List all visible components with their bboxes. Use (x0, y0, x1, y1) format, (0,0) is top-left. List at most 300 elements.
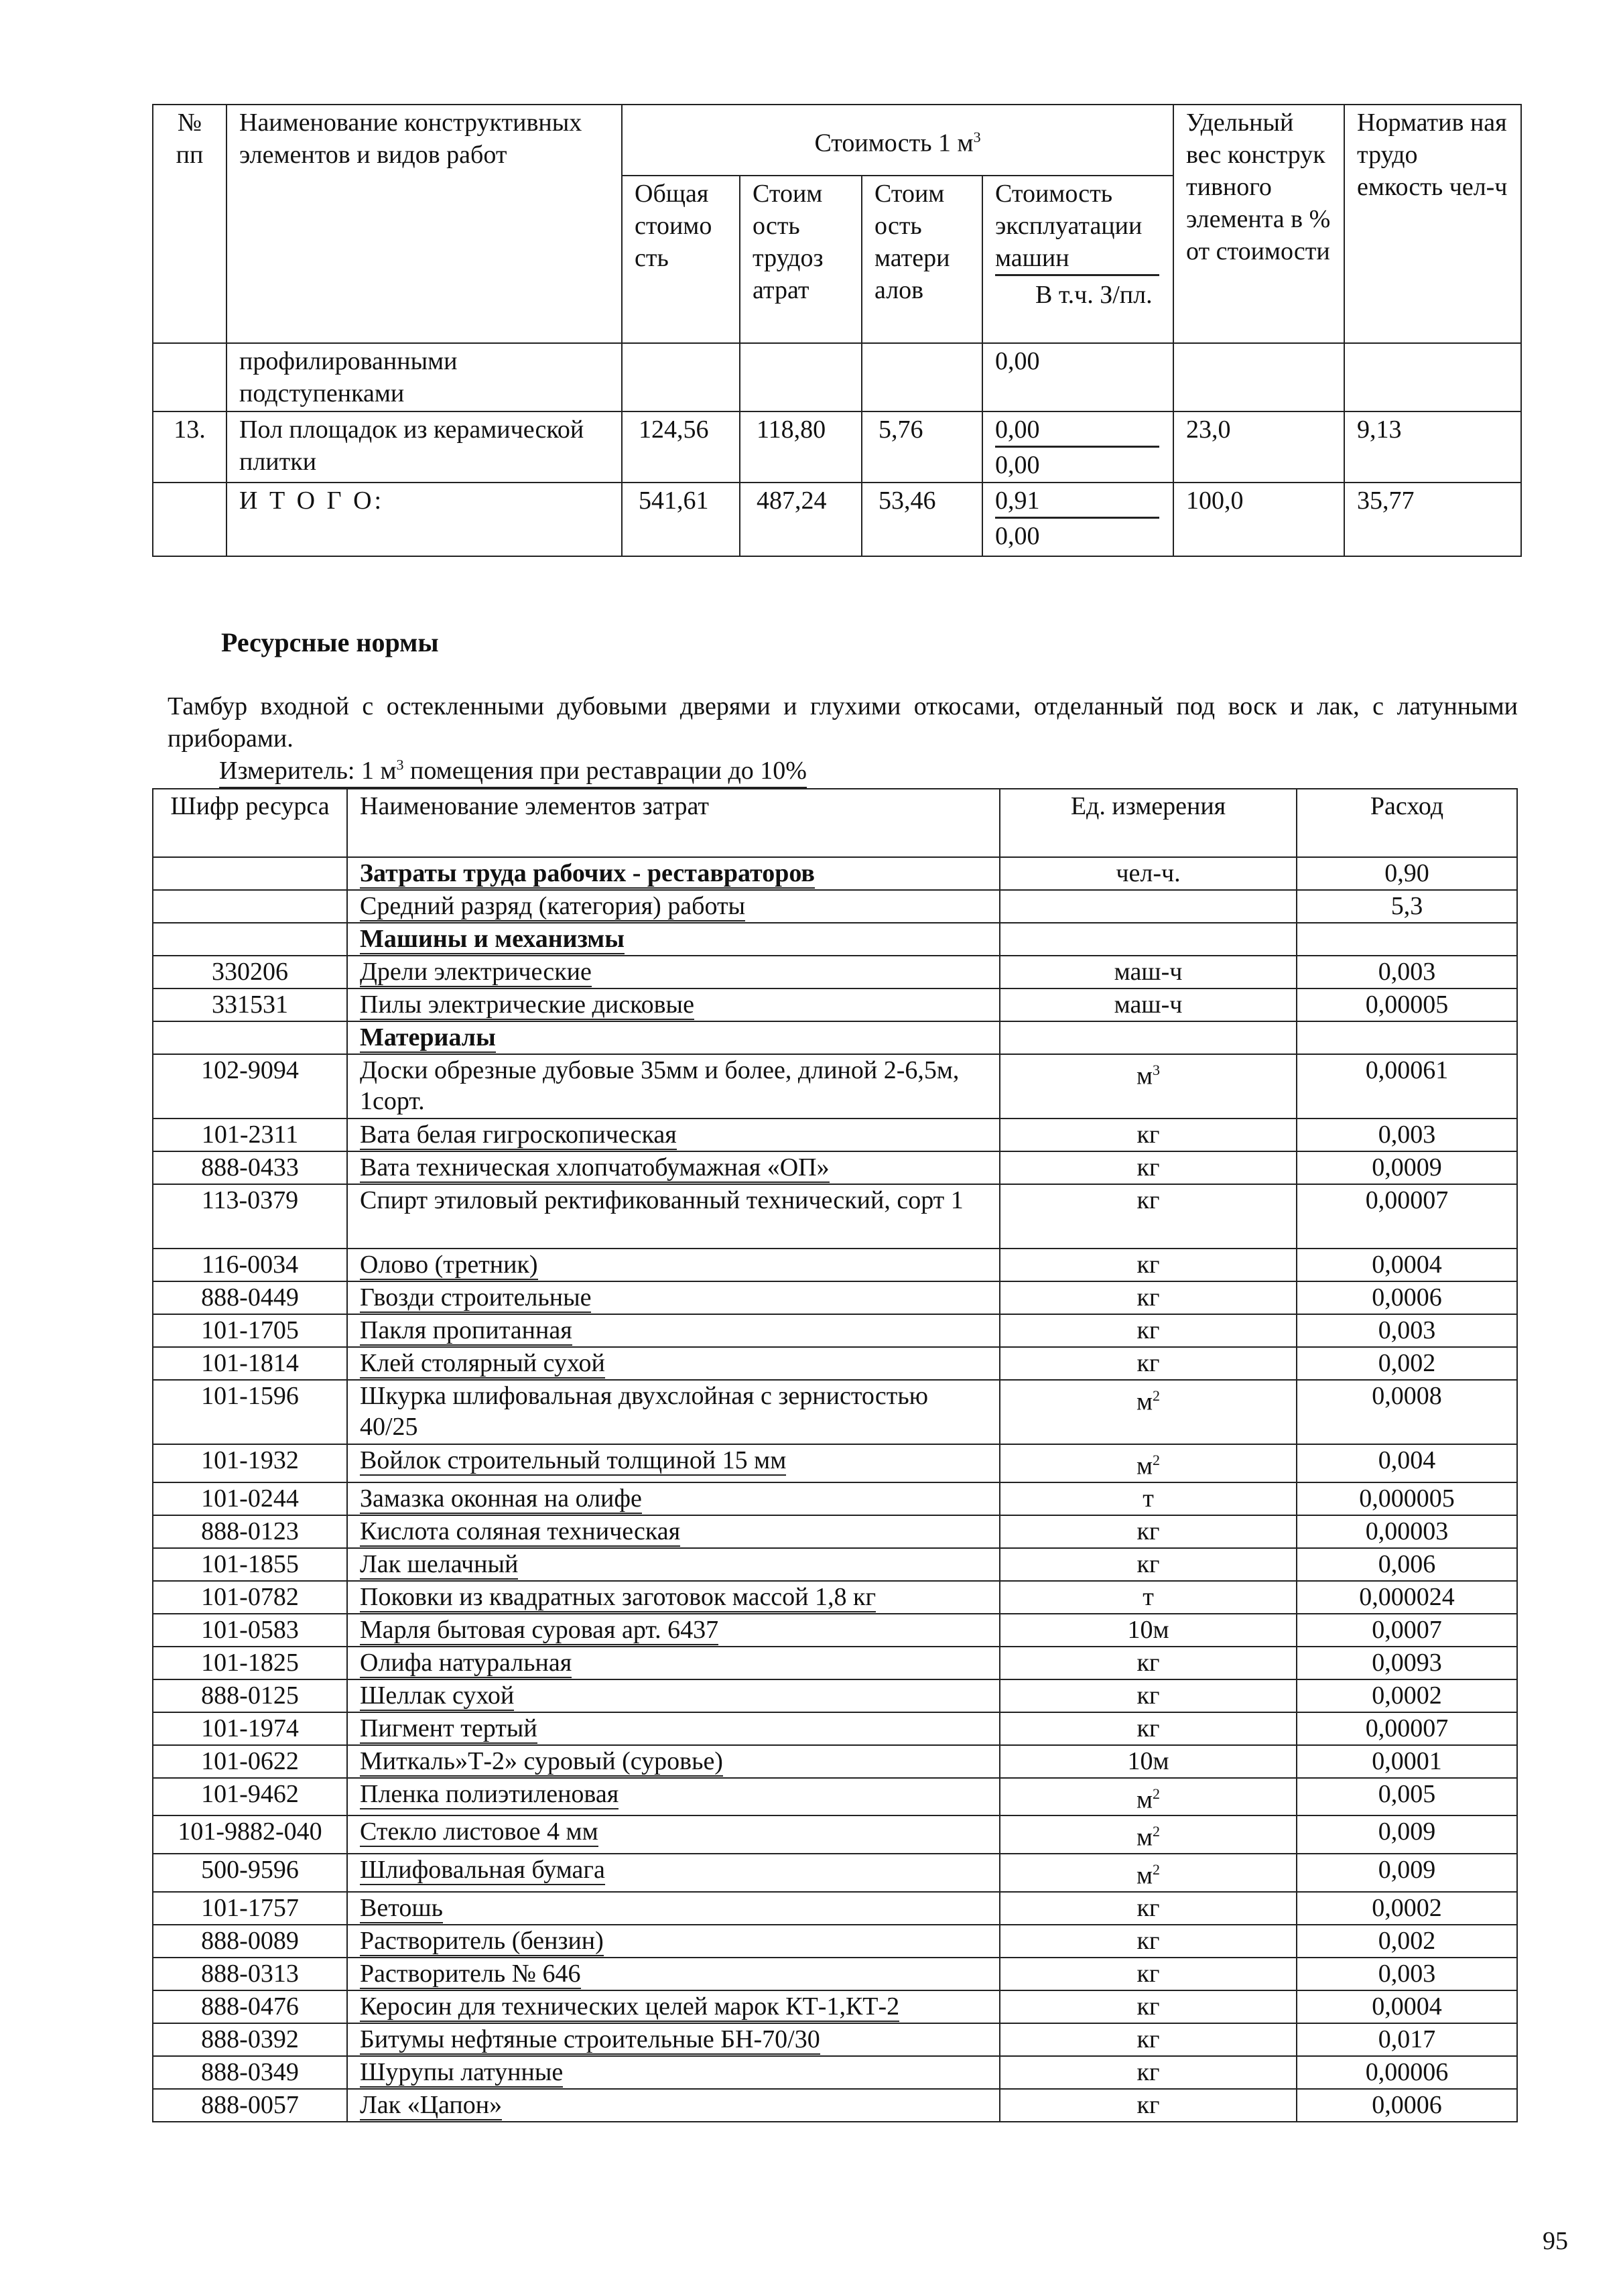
row-machines-sub-value: 0,00 (995, 517, 1159, 552)
meter-suffix: помещения при реставрации до 10% (403, 757, 807, 785)
resource-table (152, 788, 1518, 2122)
resource-qty: 0,0004 (1297, 1990, 1517, 2023)
resource-unit-text: м (1136, 1823, 1153, 1852)
row-machines: 0,00 (982, 343, 1173, 411)
resource-name (347, 1581, 1000, 1614)
col-header-code: Шифр ресурса (153, 789, 347, 857)
resource-unit (1000, 2089, 1297, 2122)
row-norm (1344, 343, 1521, 411)
resource-name (347, 1444, 1000, 1482)
resource-name (347, 1151, 1000, 1184)
resource-name (347, 1119, 1000, 1151)
resource-unit-text: м (1136, 1785, 1153, 1814)
resource-row (153, 1815, 1517, 1854)
resource-name (347, 2056, 1000, 2089)
resource-unit (1000, 1581, 1297, 1614)
resource-qty: 0,0009 (1297, 1151, 1517, 1184)
resource-name-text: Пилы электрические дисковые (360, 991, 694, 1019)
col-header-total: Общая стоимо сть (622, 176, 740, 343)
resource-qty: 0,0001 (1297, 1745, 1517, 1778)
col-header-materials: Стоим ость матери алов (862, 176, 982, 343)
resource-row (153, 956, 1517, 988)
resource-unit (1000, 890, 1297, 923)
resource-code: 101-1825 (153, 1647, 347, 1679)
resource-name (347, 1249, 1000, 1281)
resource-name (347, 1712, 1000, 1745)
row-machines (982, 483, 1173, 556)
resource-name (347, 1647, 1000, 1679)
meter-prefix: Измеритель: 1 м (219, 757, 397, 785)
resource-unit (1000, 1548, 1297, 1581)
resource-unit (1000, 1815, 1297, 1854)
resource-name (347, 956, 1000, 988)
resource-unit (1000, 1990, 1297, 2023)
resource-unit (1000, 956, 1297, 988)
cost-row (153, 343, 1521, 411)
resource-unit-text: м (1136, 1861, 1153, 1890)
resource-row (153, 1380, 1517, 1444)
resource-name-text: Пленка полиэтиленовая (360, 1779, 619, 1808)
resource-name (347, 2089, 1000, 2122)
resource-code (153, 890, 347, 923)
resource-unit-text: кг (1137, 1681, 1160, 1710)
resource-unit-text: 10м (1127, 1746, 1169, 1775)
resource-row (153, 1249, 1517, 1281)
resource-header-row (153, 789, 1517, 857)
resource-row (153, 1581, 1517, 1614)
resource-unit (1000, 1444, 1297, 1482)
resource-unit-text: кг (1137, 2025, 1160, 2053)
resource-row (153, 890, 1517, 923)
col-header-num: № пп (153, 105, 226, 343)
resource-unit (1000, 1712, 1297, 1745)
resource-name-text: Вата техническая хлопчатобумажная «ОП» (360, 1153, 830, 1182)
resource-code: 101-1932 (153, 1444, 347, 1482)
resource-qty: 0,00007 (1297, 1712, 1517, 1745)
row-num (153, 483, 226, 556)
row-machines-sub-value: 0,00 (995, 446, 1159, 481)
col-header-name: Наименование элементов затрат (347, 789, 1000, 857)
resource-row (153, 1892, 1517, 1925)
resource-unit (1000, 1679, 1297, 1712)
resource-name (347, 923, 1000, 956)
resource-unit (1000, 857, 1297, 890)
resource-row (153, 1647, 1517, 1679)
resource-name (347, 1854, 1000, 1892)
resource-name-text: Средний разряд (категория) работы (360, 892, 746, 920)
resource-row (153, 1281, 1517, 1314)
cost-group-label: Стоимость 1 м (814, 129, 974, 157)
resource-row (153, 923, 1517, 956)
resource-unit-text: 10м (1127, 1615, 1169, 1644)
resource-code: 101-1974 (153, 1712, 347, 1745)
resource-name (347, 1548, 1000, 1581)
cost-group-sup: 3 (973, 128, 981, 145)
col-header-norm: Норматив ная трудо емкость чел-ч (1344, 105, 1521, 343)
row-materials (862, 343, 982, 411)
resource-unit-text: кг (1137, 1926, 1160, 1955)
resource-name-text: Шурупы латунные (360, 2057, 564, 2086)
row-num (153, 343, 226, 411)
resource-qty: 0,00007 (1297, 1184, 1517, 1249)
resource-code: 101-1596 (153, 1380, 347, 1444)
resource-name (347, 890, 1000, 923)
resource-row (153, 1119, 1517, 1151)
resource-qty: 0,004 (1297, 1444, 1517, 1482)
row-total (622, 343, 740, 411)
resource-unit (1000, 1614, 1297, 1647)
resource-name-text: Шкурка шлифовальная двухслойная с зернистостью 40/25 (360, 1382, 929, 1441)
resource-name (347, 1958, 1000, 1990)
resource-code (153, 923, 347, 956)
resource-qty: 0,00006 (1297, 2056, 1517, 2089)
resource-name (347, 1892, 1000, 1925)
row-machines (982, 411, 1173, 483)
resource-code: 500-9596 (153, 1854, 347, 1892)
resource-code: 101-1855 (153, 1548, 347, 1581)
resource-qty: 0,003 (1297, 1314, 1517, 1347)
row-norm: 35,77 (1344, 483, 1521, 556)
resource-unit-text: маш-ч (1114, 991, 1183, 1019)
row-materials: 5,76 (862, 411, 982, 483)
resource-qty (1297, 923, 1517, 956)
resource-qty: 5,3 (1297, 890, 1517, 923)
resource-unit-text: кг (1137, 1251, 1160, 1279)
resource-name (347, 1815, 1000, 1854)
resource-code: 888-0349 (153, 2056, 347, 2089)
resource-unit-text: кг (1137, 1349, 1160, 1377)
resource-qty: 0,90 (1297, 857, 1517, 890)
resource-unit-text: кг (1137, 1893, 1160, 1922)
resource-unit (1000, 2056, 1297, 2089)
resource-unit (1000, 1380, 1297, 1444)
resource-row (153, 2089, 1517, 2122)
resource-unit (1000, 1347, 1297, 1380)
resource-qty: 0,00003 (1297, 1515, 1517, 1548)
resource-name-text: Клей столярный сухой (360, 1349, 605, 1377)
resource-row (153, 1184, 1517, 1249)
resource-unit-sup: 2 (1153, 1860, 1161, 1878)
resource-row (153, 1482, 1517, 1515)
resource-row (153, 1958, 1517, 1990)
col-header-unit: Ед. измерения (1000, 789, 1297, 857)
resource-row (153, 2056, 1517, 2089)
resource-unit (1000, 1647, 1297, 1679)
resource-name-text: Олифа натуральная (360, 1648, 572, 1677)
machines-header-label: Стоимость эксплуатации машин (995, 180, 1143, 272)
resource-qty: 0,0007 (1297, 1614, 1517, 1647)
row-total: 124,56 (622, 411, 740, 483)
resource-name-text: Замазка оконная на олифе (360, 1484, 642, 1513)
cost-total-row (153, 483, 1521, 556)
row-machines-value: 0,00 (995, 416, 1040, 444)
resource-name-text: Растворитель (бензин) (360, 1926, 604, 1955)
resource-unit-text: кг (1137, 1648, 1160, 1677)
cost-row (153, 411, 1521, 483)
resource-qty: 0,002 (1297, 1925, 1517, 1958)
resource-qty: 0,00061 (1297, 1054, 1517, 1119)
resource-name-text: Спирт этиловый ректификованный технический, сорт 1 (360, 1186, 964, 1214)
resource-row (153, 1712, 1517, 1745)
resource-unit-sup: 2 (1153, 1823, 1161, 1840)
resource-name (347, 1347, 1000, 1380)
resource-unit (1000, 923, 1297, 956)
cost-header-row (153, 105, 1521, 176)
meter-sup: 3 (396, 756, 404, 773)
resource-unit (1000, 988, 1297, 1021)
row-weight: 100,0 (1173, 483, 1344, 556)
resource-code: 888-0392 (153, 2023, 347, 2056)
resource-name (347, 1679, 1000, 1712)
resource-unit-text: кг (1137, 2057, 1160, 2086)
resource-code: 888-0125 (153, 1679, 347, 1712)
resource-code: 331531 (153, 988, 347, 1021)
resource-name-text: Керосин для технических целей марок КТ-1,КТ-2 (360, 1992, 900, 2021)
resource-code: 101-1705 (153, 1314, 347, 1347)
row-name: профилированными подступенками (226, 343, 622, 411)
resource-name (347, 1054, 1000, 1119)
resource-row (153, 988, 1517, 1021)
resource-name (347, 1021, 1000, 1054)
row-name: Пол площадок из керамической плитки (226, 411, 622, 483)
resource-row (153, 1925, 1517, 1958)
resource-code: 330206 (153, 956, 347, 988)
resource-unit-text: чел-ч. (1116, 859, 1181, 887)
resource-unit-text: кг (1137, 1153, 1160, 1182)
resource-qty: 0,0008 (1297, 1380, 1517, 1444)
resource-unit (1000, 1151, 1297, 1184)
resource-name-text: Дрели электрические (360, 958, 592, 986)
resource-name (347, 1515, 1000, 1548)
resource-unit-text: кг (1137, 1549, 1160, 1578)
resource-name-text: Стекло листовое 4 мм (360, 1817, 598, 1846)
resource-unit-text: т (1143, 1484, 1154, 1513)
col-header-machines (982, 176, 1173, 343)
resource-code: 888-0123 (153, 1515, 347, 1548)
resource-name-text: Шлифовальная бумага (360, 1855, 605, 1884)
resource-name-text: Миткаль»Т-2» суровый (суровье) (360, 1746, 723, 1775)
resource-name-text: Марля бытовая суровая арт. 6437 (360, 1615, 719, 1644)
resource-name (347, 1778, 1000, 1816)
col-header-qty: Расход (1297, 789, 1517, 857)
resource-name-text: Гвозди строительные (360, 1283, 592, 1312)
resource-unit-text: м (1136, 1387, 1153, 1416)
resource-row (153, 1151, 1517, 1184)
resource-name (347, 1614, 1000, 1647)
resource-row (153, 1745, 1517, 1778)
resource-code: 101-1757 (153, 1892, 347, 1925)
resource-row (153, 1515, 1517, 1548)
row-labor (740, 343, 862, 411)
resource-code: 888-0433 (153, 1151, 347, 1184)
resource-unit (1000, 1184, 1297, 1249)
resource-unit (1000, 1281, 1297, 1314)
resource-qty: 0,003 (1297, 956, 1517, 988)
resource-code: 116-0034 (153, 1249, 347, 1281)
resource-name-text: Поковки из квадратных заготовок массой 1,8 кг (360, 1582, 877, 1611)
resource-unit-sup: 3 (1153, 1062, 1161, 1078)
resource-unit-text: м (1136, 1452, 1153, 1480)
resource-qty: 0,000024 (1297, 1581, 1517, 1614)
resource-name-text: Вата белая гигроскопическая (360, 1121, 677, 1149)
row-materials: 53,46 (862, 483, 982, 556)
resource-name (347, 1184, 1000, 1249)
col-header-weight: Удельный вес конструк тивного элемента в % от стоимости (1173, 105, 1344, 343)
resource-row (153, 1021, 1517, 1054)
resource-code: 101-2311 (153, 1119, 347, 1151)
resource-code: 888-0089 (153, 1925, 347, 1958)
resource-name (347, 988, 1000, 1021)
resource-qty: 0,003 (1297, 1119, 1517, 1151)
resource-code: 101-0244 (153, 1482, 347, 1515)
resource-unit-sup: 2 (1153, 1785, 1161, 1802)
resource-unit-text: маш-ч (1114, 958, 1183, 986)
resource-code: 101-0583 (153, 1614, 347, 1647)
resource-unit-text: т (1143, 1582, 1154, 1611)
resource-qty: 0,0006 (1297, 2089, 1517, 2122)
resource-row (153, 2023, 1517, 2056)
resource-unit-text: кг (1137, 1283, 1160, 1312)
resource-unit (1000, 1021, 1297, 1054)
resource-qty: 0,006 (1297, 1548, 1517, 1581)
resource-unit (1000, 1925, 1297, 1958)
resource-name-text: Пигмент тертый (360, 1714, 537, 1742)
resource-code: 113-0379 (153, 1184, 347, 1249)
resource-unit (1000, 1249, 1297, 1281)
resource-row (153, 1347, 1517, 1380)
resource-name-text: Растворитель № 646 (360, 1959, 581, 1988)
resource-qty: 0,017 (1297, 2023, 1517, 2056)
resource-qty: 0,009 (1297, 1854, 1517, 1892)
machines-subheader-label: В т.ч. З/пл. (995, 274, 1159, 311)
resource-code: 101-9882-040 (153, 1815, 347, 1854)
resource-row (153, 1314, 1517, 1347)
resource-qty: 0,0006 (1297, 1281, 1517, 1314)
resource-qty: 0,0002 (1297, 1679, 1517, 1712)
resource-unit-text: кг (1137, 1992, 1160, 2021)
resource-name (347, 1281, 1000, 1314)
resource-unit-text: кг (1137, 1186, 1160, 1214)
resource-qty: 0,0002 (1297, 1892, 1517, 1925)
resource-name-text: Битумы нефтяные строительные БН-70/30 (360, 2025, 820, 2053)
resource-code: 102-9094 (153, 1054, 347, 1119)
resource-unit-sup: 2 (1153, 1387, 1161, 1404)
resource-row (153, 1444, 1517, 1482)
resource-qty (1297, 1021, 1517, 1054)
resource-name (347, 1482, 1000, 1515)
resource-row (153, 1854, 1517, 1892)
resource-name-text: Доски обрезные дубовые 35мм и более, длиной 2-6,5м, 1сорт. (360, 1056, 960, 1115)
resource-name (347, 1314, 1000, 1347)
resource-name (347, 1925, 1000, 1958)
resource-qty: 0,0093 (1297, 1647, 1517, 1679)
resource-unit (1000, 1314, 1297, 1347)
resource-name-text: Машины и механизмы (360, 925, 625, 953)
resource-name (347, 1990, 1000, 2023)
resource-name-text: Ветошь (360, 1893, 443, 1922)
col-header-cost-group (622, 105, 1173, 176)
resource-row (153, 1679, 1517, 1712)
resource-name-text: Затраты труда рабочих - реставраторов (360, 859, 815, 887)
resource-table-body (153, 789, 1517, 2122)
resource-code: 888-0476 (153, 1990, 347, 2023)
resource-name (347, 1380, 1000, 1444)
section-title: Ресурсные нормы (221, 627, 439, 657)
cost-table (152, 104, 1522, 557)
resource-unit (1000, 1054, 1297, 1119)
resource-name-text: Материалы (360, 1023, 496, 1051)
work-description: Тамбур входной с остекленными дубовыми дверями и глухими откосами, отделанный под воск и лак, с латунными приборами. (168, 692, 1518, 753)
resource-unit (1000, 1854, 1297, 1892)
resource-unit-text: кг (1137, 1121, 1160, 1149)
resource-row (153, 857, 1517, 890)
resource-unit-text: кг (1137, 1959, 1160, 1988)
resource-name (347, 2023, 1000, 2056)
resource-name-text: Лак «Цапон» (360, 2090, 503, 2119)
resource-row (153, 1054, 1517, 1119)
resource-row (153, 1614, 1517, 1647)
col-header-labor: Стоим ость трудоз атрат (740, 176, 862, 343)
resource-code: 888-0057 (153, 2089, 347, 2122)
resource-code: 888-0313 (153, 1958, 347, 1990)
resource-qty: 0,000005 (1297, 1482, 1517, 1515)
resource-name (347, 1745, 1000, 1778)
resource-unit (1000, 1482, 1297, 1515)
meter-line (219, 756, 807, 788)
resource-qty: 0,00005 (1297, 988, 1517, 1021)
resource-unit-text: кг (1137, 1517, 1160, 1545)
page-number: 95 (1543, 2227, 1568, 2255)
resource-name-text: Лак шелачный (360, 1549, 519, 1578)
row-total: 541,61 (622, 483, 740, 556)
resource-code (153, 1021, 347, 1054)
row-num: 13. (153, 411, 226, 483)
resource-row (153, 1778, 1517, 1816)
resource-unit (1000, 1892, 1297, 1925)
resource-code: 101-9462 (153, 1778, 347, 1816)
resource-unit (1000, 2023, 1297, 2056)
resource-qty: 0,009 (1297, 1815, 1517, 1854)
resource-name-text: Олово (третник) (360, 1251, 538, 1279)
resource-row (153, 1990, 1517, 2023)
resource-unit-text: кг (1137, 2090, 1160, 2119)
resource-name-text: Пакля пропитанная (360, 1316, 572, 1344)
resource-unit (1000, 1745, 1297, 1778)
resource-unit (1000, 1515, 1297, 1548)
resource-code: 101-0782 (153, 1581, 347, 1614)
resource-unit (1000, 1958, 1297, 1990)
resource-name-text: Кислота соляная техническая (360, 1517, 681, 1545)
resource-unit-text: м (1136, 1062, 1153, 1090)
resource-name-text: Войлок строительный толщиной 15 мм (360, 1446, 787, 1474)
resource-qty: 0,0004 (1297, 1249, 1517, 1281)
resource-code: 101-1814 (153, 1347, 347, 1380)
row-norm: 9,13 (1344, 411, 1521, 483)
resource-qty: 0,002 (1297, 1347, 1517, 1380)
row-labor: 118,80 (740, 411, 862, 483)
row-labor: 487,24 (740, 483, 862, 556)
resource-code: 888-0449 (153, 1281, 347, 1314)
resource-unit-text: кг (1137, 1316, 1160, 1344)
resource-unit-text: кг (1137, 1714, 1160, 1742)
resource-name-text: Шеллак сухой (360, 1681, 515, 1710)
row-weight (1173, 343, 1344, 411)
resource-unit (1000, 1778, 1297, 1816)
col-header-name: Наименование конструктивных элементов и видов работ (226, 105, 622, 343)
resource-row (153, 1548, 1517, 1581)
row-weight: 23,0 (1173, 411, 1344, 483)
resource-code: 101-0622 (153, 1745, 347, 1778)
